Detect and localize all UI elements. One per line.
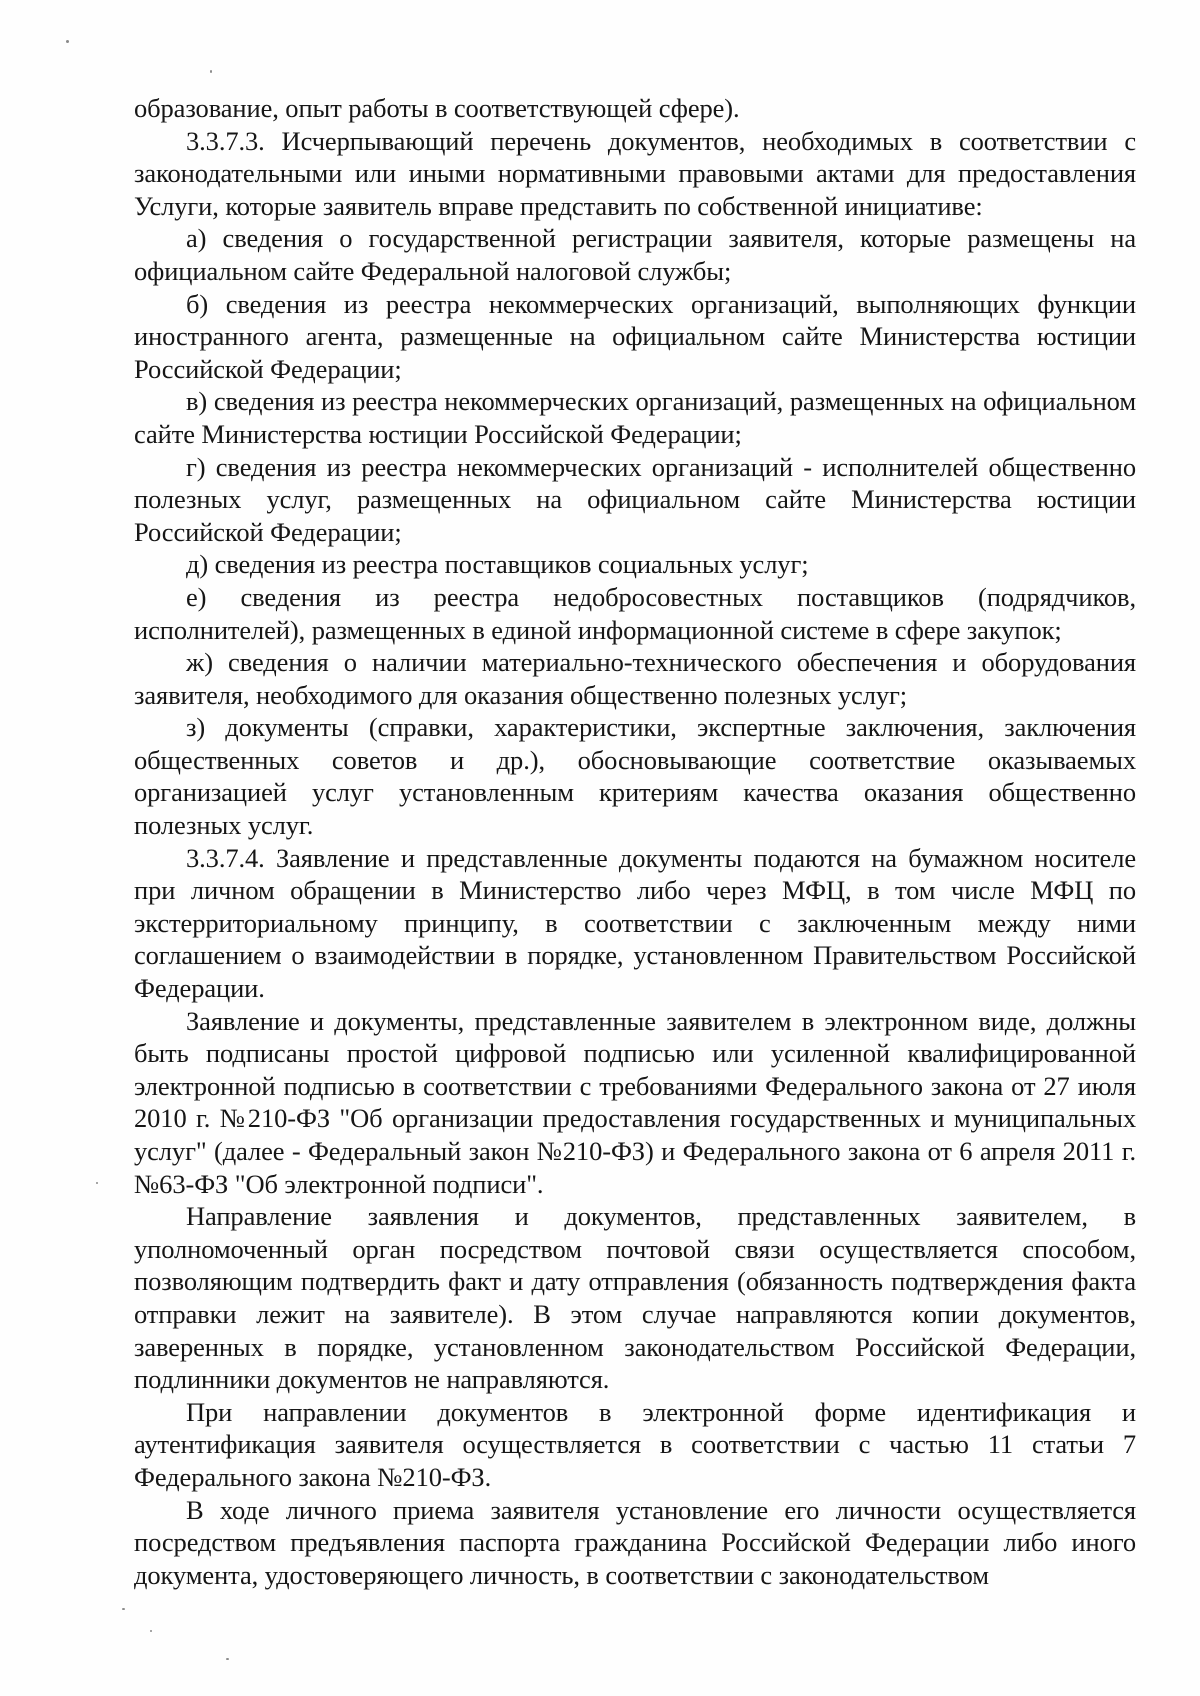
paragraph-electronic-submission: Заявление и документы, представленные заявителем в электронном виде, должны быть подписаны простой цифровой подписью или усиленной квалифицированной электронной подписью в соответствии с требованиями Федерального закона от 27 июля 2010 г. №210-ФЗ "Об организации предоставления государственных и муниципальных услуг" (далее - Федеральный закон №210-ФЗ) и Федерального закона от 6 апреля 2011 г. №63-ФЗ "Об электронной подписи".	[134, 1005, 1136, 1199]
paragraph-postal-submission: Направление заявления и документов, представленных заявителем, в уполномоченный орган посредством почтовой связи осуществляется способом, позволяющим подтвердить факт и дату отправления (обязанность подтверждения факта отправки лежит на заявителе). В этом случае направляются копии документов, заверенных в порядке, установленном законодательством Российской Федерации, подлинники документов не направляются.	[134, 1201, 1136, 1395]
list-item-v: в) сведения из реестра некоммерческих организаций, размещенных на официальном сайте Министерства юстиции Российской Федерации;	[134, 386, 1136, 449]
scan-speck	[210, 70, 212, 73]
scan-speck	[150, 1630, 152, 1632]
scan-speck	[226, 1658, 229, 1660]
scan-speck	[122, 1608, 125, 1610]
paragraph-personal-reception: В ходе личного приема заявителя установление его личности осуществляется посредством предъявления паспорта гражданина Российской Федерации либо иного документа, удостоверяющего личность, в соответствии с законодательством	[134, 1494, 1136, 1590]
list-item-g: г) сведения из реестра некоммерческих организаций - исполнителей общественно полезных услуг, размещенных на официальном сайте Министерства юстиции Российской Федерации;	[134, 451, 1136, 547]
list-item-z: з) документы (справки, характеристики, экспертные заключения, заключения общественных советов и др.), обосновывающие соответствие оказываемых организацией услуг установленным критериям качества оказания общественно полезных услуг.	[134, 712, 1136, 841]
list-item-e: е) сведения из реестра недобросовестных поставщиков (подрядчиков, исполнителей), размещенных в единой информационной системе в сфере закупок;	[134, 581, 1136, 645]
document-body	[134, 92, 1136, 1591]
paragraph-continuation: образование, опыт работы в соответствующей сфере).	[134, 93, 740, 123]
scan-speck	[96, 1182, 98, 1184]
paragraph-authentication: При направлении документов в электронной форме идентификация и аутентификация заявителя осуществляется в соответствии с частью 11 статьи 7 Федерального закона №210-ФЗ.	[134, 1396, 1136, 1492]
paragraph-3-3-7-3: 3.3.7.3. Исчерпывающий перечень документов, необходимых в соответствии с законодательными или иными нормативными правовыми актами для предоставления Услуги, которые заявитель вправе представить по собственной инициативе:	[134, 125, 1136, 221]
list-item-a: а) сведения о государственной регистрации заявителя, которые размещены на официальном сайте Федеральной налоговой службы;	[134, 223, 1136, 286]
list-item-d: д) сведения из реестра поставщиков социальных услуг;	[186, 549, 809, 580]
paragraph-3-3-7-4: 3.3.7.4. Заявление и представленные документы подаются на бумажном носителе при личном обращении в Министерство либо через МФЦ, в том числе МФЦ по экстерриториальному принципу, в соответствии с заключенным между ними соглашением о взаимодействии в порядке, установленном Правительством Российской Федерации.	[134, 842, 1136, 1004]
scan-speck	[66, 40, 69, 43]
list-item-b: б) сведения из реестра некоммерческих организаций, выполняющих функции иностранного агента, размещенные на официальном сайте Министерства юстиции Российской Федерации;	[134, 288, 1136, 384]
list-item-zh: ж) сведения о наличии материально-технического обеспечения и оборудования заявителя, необходимого для оказания общественно полезных услуг;	[134, 647, 1136, 710]
